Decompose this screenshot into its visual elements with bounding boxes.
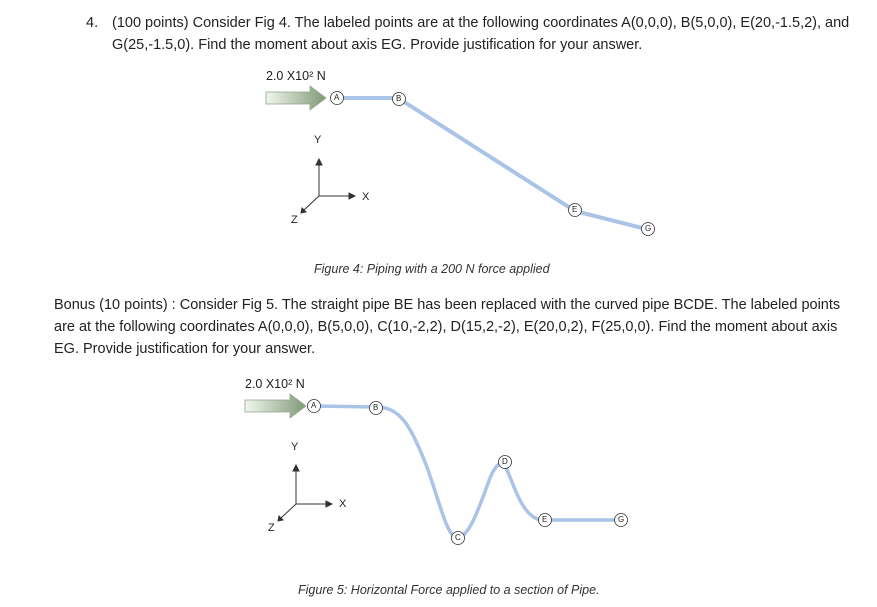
fig5-axis-z-label: Z <box>268 522 275 534</box>
fig4-axis-x-label: X <box>362 191 370 203</box>
fig4-node-e-label: E <box>572 205 578 214</box>
fig5-node-c-label: C <box>455 533 461 542</box>
fig5-node-g-label: G <box>618 515 625 524</box>
fig4-force-label: 2.0 X10² N <box>266 69 326 83</box>
fig4-node-a-label: A <box>334 93 340 102</box>
fig5-pipe <box>314 406 620 538</box>
fig4-force-arrow <box>266 86 326 110</box>
fig5-axis-y-label: Y <box>291 441 299 453</box>
question-number: 4. <box>86 15 99 31</box>
fig4-axis-y-label: Y <box>314 134 322 146</box>
fig5-node-e-label: E <box>542 515 548 524</box>
fig5-caption: Figure 5: Horizontal Force applied to a section of Pipe. <box>298 583 600 597</box>
fig5-force-label: 2.0 X10² N <box>245 377 305 391</box>
question-text: (100 points) Consider Fig 4. The labeled points are at the following coordinates A(0,0,0), B(5,0,0), E(20,-1.5,2), and G(25,-1.5,0). Find the moment about axis EG. Provide justification for your answer. <box>112 15 850 53</box>
fig5-force-arrow <box>245 394 306 418</box>
fig5-axis-x-label: X <box>339 498 347 510</box>
fig4-axes <box>301 159 355 213</box>
bonus-text: Bonus (10 points) : Consider Fig 5. The straight pipe BE has been replaced with the curved pipe BCDE. The labeled points are at the following coordinates A(0,0,0), B(5,0,0), C(10,-2,2), D(15,2,-2), E(20,0,2), F(25,0,0). Find the moment about axis EG. Provide justification for your answer. <box>54 297 841 357</box>
fig5-axes <box>278 465 332 521</box>
fig5-node-a-label: A <box>311 401 317 410</box>
fig4-pipe <box>338 98 646 229</box>
fig4-axis-z-label: Z <box>291 214 298 226</box>
fig4-node-g-label: G <box>645 224 652 233</box>
fig5-node-b-label: B <box>373 403 379 412</box>
fig4-caption: Figure 4: Piping with a 200 N force applied <box>314 262 550 276</box>
fig4-node-b-label: B <box>396 94 402 103</box>
fig5-node-d-label: D <box>502 457 508 466</box>
